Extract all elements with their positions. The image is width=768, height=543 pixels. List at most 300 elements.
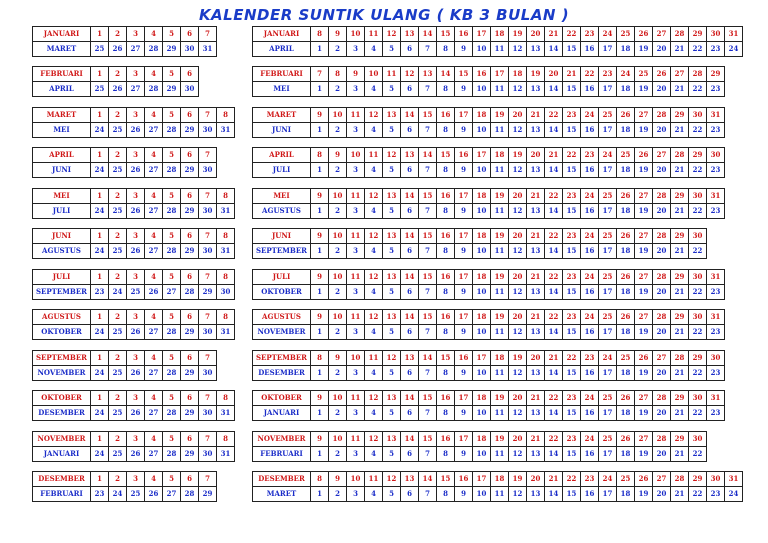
day-cell: 29 bbox=[671, 189, 689, 204]
day-cell: 3 bbox=[347, 204, 365, 219]
day-cell: 15 bbox=[563, 42, 581, 57]
day-cell: 6 bbox=[401, 325, 419, 340]
day-cell: 4 bbox=[365, 325, 383, 340]
day-cell: 6 bbox=[401, 487, 419, 502]
day-cell: 1 bbox=[91, 67, 109, 82]
day-cell: 20 bbox=[653, 447, 671, 462]
empty-cell bbox=[725, 123, 743, 138]
day-cell: 16 bbox=[581, 366, 599, 381]
day-cell: 22 bbox=[689, 487, 707, 502]
empty-cell bbox=[725, 310, 743, 325]
day-cell: 28 bbox=[653, 432, 671, 447]
day-cell: 18 bbox=[473, 310, 491, 325]
day-cell: 14 bbox=[419, 351, 437, 366]
day-cell: 23 bbox=[563, 270, 581, 285]
day-cell: 28 bbox=[145, 82, 163, 97]
day-cell: 2 bbox=[329, 42, 347, 57]
day-cell: 19 bbox=[491, 189, 509, 204]
day-cell: 7 bbox=[199, 27, 217, 42]
day-cell: 25 bbox=[109, 447, 127, 462]
left-block-maret bbox=[32, 107, 235, 138]
day-cell: 21 bbox=[671, 406, 689, 421]
day-cell: 25 bbox=[617, 148, 635, 163]
day-cell: 16 bbox=[437, 189, 455, 204]
right-block-mei bbox=[252, 188, 743, 219]
day-cell: 21 bbox=[671, 325, 689, 340]
day-cell: 12 bbox=[509, 487, 527, 502]
day-cell: 27 bbox=[635, 391, 653, 406]
day-cell: 30 bbox=[199, 325, 217, 340]
day-cell: 23 bbox=[581, 148, 599, 163]
day-cell: 27 bbox=[127, 82, 145, 97]
day-cell: 20 bbox=[653, 42, 671, 57]
day-cell: 16 bbox=[455, 351, 473, 366]
day-cell: 29 bbox=[689, 148, 707, 163]
day-cell: 2 bbox=[109, 310, 127, 325]
day-cell: 17 bbox=[599, 325, 617, 340]
day-cell: 21 bbox=[563, 67, 581, 82]
day-cell: 28 bbox=[181, 487, 199, 502]
day-cell: 16 bbox=[581, 123, 599, 138]
day-cell: 31 bbox=[217, 244, 235, 259]
start-month-row bbox=[33, 391, 235, 406]
day-cell: 29 bbox=[689, 472, 707, 487]
day-cell: 28 bbox=[671, 472, 689, 487]
day-cell: 14 bbox=[419, 148, 437, 163]
day-cell: 13 bbox=[527, 163, 545, 178]
day-cell: 29 bbox=[181, 123, 199, 138]
day-cell: 27 bbox=[163, 285, 181, 300]
day-cell: 13 bbox=[383, 391, 401, 406]
day-cell: 21 bbox=[545, 351, 563, 366]
day-cell: 22 bbox=[563, 27, 581, 42]
day-cell: 24 bbox=[617, 67, 635, 82]
day-cell: 19 bbox=[509, 351, 527, 366]
day-cell: 11 bbox=[347, 432, 365, 447]
day-cell: 24 bbox=[599, 27, 617, 42]
day-cell: 16 bbox=[437, 391, 455, 406]
return-month-row bbox=[33, 163, 235, 178]
day-cell: 3 bbox=[127, 472, 145, 487]
day-cell: 8 bbox=[217, 108, 235, 123]
day-cell: 23 bbox=[707, 285, 725, 300]
day-cell: 26 bbox=[617, 108, 635, 123]
day-cell: 20 bbox=[653, 163, 671, 178]
day-cell: 27 bbox=[145, 447, 163, 462]
day-cell: 9 bbox=[455, 163, 473, 178]
day-cell: 30 bbox=[199, 366, 217, 381]
day-cell: 7 bbox=[419, 123, 437, 138]
day-cell: 13 bbox=[527, 366, 545, 381]
return-month-row bbox=[33, 366, 235, 381]
day-cell: 28 bbox=[653, 189, 671, 204]
day-cell: 16 bbox=[581, 406, 599, 421]
day-cell: 15 bbox=[563, 447, 581, 462]
day-cell: 23 bbox=[707, 82, 725, 97]
right-block-september bbox=[252, 350, 743, 381]
month-label: MARET bbox=[253, 487, 311, 502]
day-cell: 4 bbox=[365, 285, 383, 300]
day-cell: 31 bbox=[725, 27, 743, 42]
day-cell: 9 bbox=[329, 351, 347, 366]
day-cell: 23 bbox=[599, 67, 617, 82]
day-cell: 24 bbox=[91, 366, 109, 381]
day-cell: 23 bbox=[707, 406, 725, 421]
day-cell: 20 bbox=[509, 310, 527, 325]
day-cell: 4 bbox=[145, 189, 163, 204]
day-cell: 10 bbox=[473, 123, 491, 138]
day-cell: 10 bbox=[473, 244, 491, 259]
day-cell: 19 bbox=[491, 229, 509, 244]
day-cell: 5 bbox=[163, 472, 181, 487]
day-cell: 24 bbox=[581, 108, 599, 123]
day-cell: 3 bbox=[347, 487, 365, 502]
day-cell: 2 bbox=[329, 204, 347, 219]
month-label: OKTOBER bbox=[253, 391, 311, 406]
day-cell: 30 bbox=[199, 406, 217, 421]
month-label: JUNI bbox=[33, 163, 91, 178]
day-cell: 24 bbox=[581, 270, 599, 285]
day-cell: 17 bbox=[455, 391, 473, 406]
empty-cell bbox=[725, 406, 743, 421]
day-cell: 9 bbox=[311, 432, 329, 447]
day-cell: 15 bbox=[419, 108, 437, 123]
day-cell: 12 bbox=[365, 108, 383, 123]
day-cell: 14 bbox=[401, 108, 419, 123]
day-cell: 30 bbox=[689, 310, 707, 325]
day-cell: 22 bbox=[689, 42, 707, 57]
day-cell: 30 bbox=[707, 148, 725, 163]
day-cell: 4 bbox=[365, 406, 383, 421]
day-cell: 29 bbox=[181, 204, 199, 219]
day-cell: 2 bbox=[109, 108, 127, 123]
day-cell: 4 bbox=[365, 123, 383, 138]
day-cell: 8 bbox=[217, 229, 235, 244]
day-cell: 2 bbox=[109, 67, 127, 82]
day-cell: 11 bbox=[365, 472, 383, 487]
day-cell: 11 bbox=[491, 406, 509, 421]
day-cell: 18 bbox=[491, 351, 509, 366]
day-cell: 15 bbox=[437, 27, 455, 42]
day-cell: 25 bbox=[127, 487, 145, 502]
day-cell: 3 bbox=[127, 270, 145, 285]
day-cell: 14 bbox=[545, 406, 563, 421]
day-cell: 23 bbox=[707, 487, 725, 502]
day-cell: 15 bbox=[563, 163, 581, 178]
day-cell: 17 bbox=[599, 163, 617, 178]
day-cell: 5 bbox=[163, 148, 181, 163]
day-cell: 19 bbox=[635, 123, 653, 138]
day-cell: 11 bbox=[383, 67, 401, 82]
day-cell: 30 bbox=[199, 244, 217, 259]
day-cell: 8 bbox=[217, 189, 235, 204]
day-cell: 12 bbox=[509, 325, 527, 340]
day-cell: 26 bbox=[127, 244, 145, 259]
day-cell: 12 bbox=[401, 67, 419, 82]
day-cell: 15 bbox=[437, 472, 455, 487]
day-cell: 10 bbox=[347, 351, 365, 366]
day-cell: 6 bbox=[401, 366, 419, 381]
day-cell: 2 bbox=[329, 447, 347, 462]
day-cell: 23 bbox=[707, 325, 725, 340]
day-cell: 28 bbox=[653, 229, 671, 244]
day-cell: 17 bbox=[473, 148, 491, 163]
day-cell: 5 bbox=[383, 447, 401, 462]
day-cell: 14 bbox=[545, 447, 563, 462]
day-cell: 18 bbox=[473, 189, 491, 204]
day-cell: 3 bbox=[127, 229, 145, 244]
day-cell: 14 bbox=[401, 189, 419, 204]
day-cell: 21 bbox=[527, 310, 545, 325]
day-cell: 18 bbox=[617, 244, 635, 259]
day-cell: 6 bbox=[181, 391, 199, 406]
return-month-row bbox=[33, 447, 235, 462]
day-cell: 23 bbox=[563, 310, 581, 325]
day-cell: 23 bbox=[707, 163, 725, 178]
day-cell: 5 bbox=[383, 163, 401, 178]
day-cell: 26 bbox=[617, 229, 635, 244]
day-cell: 4 bbox=[365, 42, 383, 57]
day-cell: 19 bbox=[491, 432, 509, 447]
return-month-row bbox=[253, 285, 743, 300]
month-label: JUNI bbox=[33, 229, 91, 244]
day-cell: 14 bbox=[437, 67, 455, 82]
return-month-row bbox=[33, 42, 235, 57]
month-label: FEBRUARI bbox=[33, 67, 91, 82]
day-cell: 8 bbox=[437, 285, 455, 300]
day-cell: 2 bbox=[329, 406, 347, 421]
day-cell: 27 bbox=[145, 406, 163, 421]
day-cell: 25 bbox=[599, 270, 617, 285]
day-cell: 13 bbox=[401, 148, 419, 163]
day-cell: 7 bbox=[199, 270, 217, 285]
day-cell: 11 bbox=[491, 82, 509, 97]
day-cell: 18 bbox=[617, 487, 635, 502]
return-month-row bbox=[253, 204, 743, 219]
day-cell: 13 bbox=[527, 42, 545, 57]
day-cell: 18 bbox=[617, 123, 635, 138]
day-cell: 20 bbox=[527, 27, 545, 42]
day-cell: 21 bbox=[527, 391, 545, 406]
day-cell: 31 bbox=[199, 42, 217, 57]
day-cell: 21 bbox=[527, 189, 545, 204]
day-cell: 12 bbox=[365, 432, 383, 447]
day-cell: 14 bbox=[545, 285, 563, 300]
day-cell: 19 bbox=[491, 270, 509, 285]
day-cell: 27 bbox=[145, 123, 163, 138]
day-cell: 23 bbox=[91, 487, 109, 502]
day-cell: 2 bbox=[329, 244, 347, 259]
day-cell: 8 bbox=[311, 472, 329, 487]
day-cell: 2 bbox=[109, 27, 127, 42]
day-cell: 6 bbox=[401, 447, 419, 462]
day-cell: 8 bbox=[217, 432, 235, 447]
day-cell: 23 bbox=[563, 108, 581, 123]
day-cell: 4 bbox=[145, 108, 163, 123]
day-cell: 7 bbox=[199, 310, 217, 325]
day-cell: 21 bbox=[545, 148, 563, 163]
empty-cell bbox=[199, 82, 217, 97]
start-month-row bbox=[253, 189, 743, 204]
day-cell: 28 bbox=[145, 42, 163, 57]
day-cell: 28 bbox=[181, 285, 199, 300]
day-cell: 3 bbox=[347, 82, 365, 97]
empty-cell bbox=[217, 487, 235, 502]
day-cell: 14 bbox=[545, 325, 563, 340]
page-title: KALENDER SUNTIK ULANG ( KB 3 BULAN ) bbox=[198, 6, 570, 24]
day-cell: 4 bbox=[145, 472, 163, 487]
day-cell: 13 bbox=[401, 472, 419, 487]
day-cell: 18 bbox=[473, 270, 491, 285]
left-block-april bbox=[32, 147, 235, 178]
day-cell: 2 bbox=[329, 82, 347, 97]
day-cell: 27 bbox=[671, 67, 689, 82]
day-cell: 17 bbox=[455, 229, 473, 244]
day-cell: 6 bbox=[181, 67, 199, 82]
day-cell: 2 bbox=[329, 366, 347, 381]
day-cell: 1 bbox=[91, 310, 109, 325]
day-cell: 24 bbox=[109, 285, 127, 300]
day-cell: 3 bbox=[127, 351, 145, 366]
day-cell: 20 bbox=[653, 325, 671, 340]
day-cell: 24 bbox=[725, 42, 743, 57]
day-cell: 27 bbox=[145, 325, 163, 340]
day-cell: 14 bbox=[545, 204, 563, 219]
day-cell: 30 bbox=[707, 351, 725, 366]
day-cell: 24 bbox=[581, 229, 599, 244]
day-cell: 28 bbox=[671, 27, 689, 42]
day-cell: 15 bbox=[419, 189, 437, 204]
day-cell: 4 bbox=[145, 148, 163, 163]
day-cell: 27 bbox=[145, 244, 163, 259]
day-cell: 4 bbox=[365, 82, 383, 97]
day-cell: 1 bbox=[311, 42, 329, 57]
day-cell: 6 bbox=[401, 123, 419, 138]
day-cell: 7 bbox=[199, 229, 217, 244]
day-cell: 12 bbox=[509, 204, 527, 219]
empty-cell bbox=[217, 67, 234, 82]
day-cell: 2 bbox=[109, 391, 127, 406]
start-month-row bbox=[253, 67, 743, 82]
start-month-row bbox=[253, 351, 743, 366]
day-cell: 31 bbox=[707, 270, 725, 285]
day-cell: 26 bbox=[145, 285, 163, 300]
day-cell: 30 bbox=[217, 285, 235, 300]
day-cell: 16 bbox=[437, 310, 455, 325]
day-cell: 2 bbox=[109, 189, 127, 204]
empty-cell bbox=[725, 285, 743, 300]
return-month-row bbox=[253, 82, 743, 97]
day-cell: 20 bbox=[509, 432, 527, 447]
day-cell: 28 bbox=[163, 204, 181, 219]
day-cell: 3 bbox=[127, 189, 145, 204]
day-cell: 13 bbox=[527, 447, 545, 462]
day-cell: 29 bbox=[671, 310, 689, 325]
day-cell: 21 bbox=[671, 123, 689, 138]
month-label: JANUARI bbox=[253, 406, 311, 421]
day-cell: 18 bbox=[617, 42, 635, 57]
day-cell: 25 bbox=[599, 189, 617, 204]
day-cell: 20 bbox=[653, 244, 671, 259]
month-label: SEPTEMBER bbox=[33, 351, 91, 366]
day-cell: 25 bbox=[127, 285, 145, 300]
start-month-row bbox=[33, 351, 235, 366]
return-month-row bbox=[33, 123, 235, 138]
day-cell: 20 bbox=[653, 285, 671, 300]
day-cell: 26 bbox=[635, 472, 653, 487]
day-cell: 2 bbox=[109, 148, 127, 163]
day-cell: 6 bbox=[401, 406, 419, 421]
day-cell: 14 bbox=[545, 244, 563, 259]
day-cell: 9 bbox=[329, 27, 347, 42]
day-cell: 29 bbox=[181, 406, 199, 421]
left-block-september bbox=[32, 350, 235, 381]
day-cell: 19 bbox=[635, 447, 653, 462]
day-cell: 10 bbox=[473, 42, 491, 57]
day-cell: 24 bbox=[581, 432, 599, 447]
empty-cell bbox=[725, 163, 743, 178]
day-cell: 12 bbox=[383, 472, 401, 487]
day-cell: 17 bbox=[599, 123, 617, 138]
day-cell: 18 bbox=[617, 163, 635, 178]
month-label: NOVEMBER bbox=[33, 432, 91, 447]
day-cell: 22 bbox=[689, 406, 707, 421]
day-cell: 22 bbox=[563, 351, 581, 366]
month-label: FEBRUARI bbox=[253, 447, 311, 462]
day-cell: 6 bbox=[181, 351, 199, 366]
day-cell: 20 bbox=[653, 406, 671, 421]
day-cell: 14 bbox=[401, 391, 419, 406]
day-cell: 6 bbox=[181, 108, 199, 123]
day-cell: 9 bbox=[455, 487, 473, 502]
day-cell: 1 bbox=[91, 229, 109, 244]
day-cell: 4 bbox=[145, 229, 163, 244]
day-cell: 10 bbox=[329, 310, 347, 325]
day-cell: 30 bbox=[199, 163, 217, 178]
day-cell: 15 bbox=[563, 406, 581, 421]
day-cell: 7 bbox=[199, 391, 217, 406]
day-cell: 27 bbox=[145, 163, 163, 178]
day-cell: 31 bbox=[707, 310, 725, 325]
day-cell: 28 bbox=[163, 406, 181, 421]
day-cell: 5 bbox=[383, 406, 401, 421]
right-block-juli bbox=[252, 269, 743, 300]
day-cell: 2 bbox=[329, 487, 347, 502]
day-cell: 17 bbox=[599, 42, 617, 57]
month-label: JULI bbox=[253, 163, 311, 178]
day-cell: 21 bbox=[527, 229, 545, 244]
day-cell: 29 bbox=[671, 229, 689, 244]
empty-cell bbox=[707, 244, 725, 259]
month-label: NOVEMBER bbox=[253, 325, 311, 340]
day-cell: 11 bbox=[347, 270, 365, 285]
day-cell: 4 bbox=[145, 67, 163, 82]
day-cell: 16 bbox=[581, 447, 599, 462]
day-cell: 28 bbox=[653, 391, 671, 406]
day-cell: 26 bbox=[145, 487, 163, 502]
day-cell: 14 bbox=[545, 42, 563, 57]
day-cell: 18 bbox=[617, 366, 635, 381]
day-cell: 7 bbox=[419, 82, 437, 97]
day-cell: 1 bbox=[311, 406, 329, 421]
day-cell: 15 bbox=[437, 351, 455, 366]
month-label: MARET bbox=[33, 108, 91, 123]
day-cell: 31 bbox=[217, 325, 235, 340]
day-cell: 8 bbox=[217, 310, 235, 325]
start-month-row bbox=[33, 148, 235, 163]
day-cell: 2 bbox=[329, 123, 347, 138]
day-cell: 24 bbox=[599, 351, 617, 366]
